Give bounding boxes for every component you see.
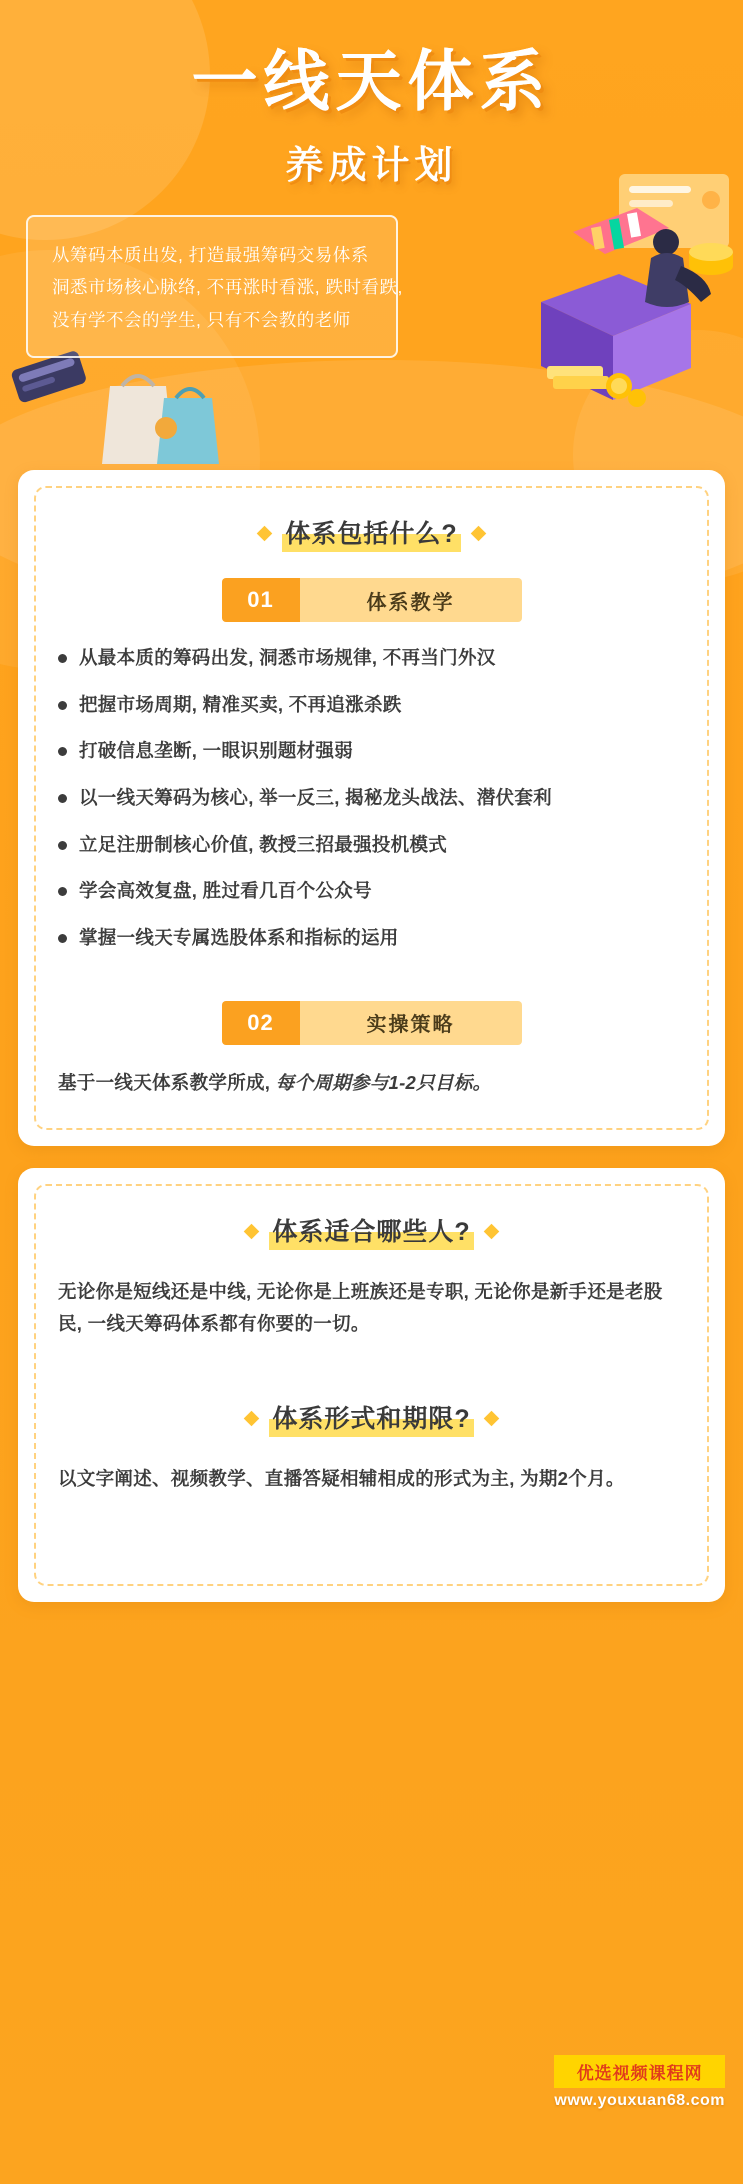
spacer bbox=[58, 1369, 685, 1399]
format-paragraph: 以文字阐述、视频教学、直播答疑相辅相成的形式为主, 为期2个月。 bbox=[58, 1468, 625, 1490]
section-heading-text: 体系适合哪些人? bbox=[269, 1212, 473, 1250]
section-heading-text: 体系形式和期限? bbox=[269, 1399, 473, 1437]
strategy-text-emphasis: 每个周期参与1-2只目标。 bbox=[275, 1071, 492, 1093]
lead-line-3: 没有学不会的学生, 只有不会教的老师 bbox=[52, 309, 351, 330]
audience-paragraph: 无论你是短线还是中线, 无论你是上班族还是专职, 无论你是新手还是老股民, 一线天筹码体系都有你要的一切。 bbox=[58, 1281, 663, 1334]
watermark-url: www.youxuan68.com bbox=[554, 2092, 725, 2109]
diamond-icon bbox=[244, 1410, 260, 1426]
list-item bbox=[58, 877, 685, 906]
block-label: 实操策略 bbox=[300, 1001, 522, 1045]
page-title: 一线天体系 bbox=[191, 44, 552, 118]
list-item-text: 把握市场周期, 精准买卖, 不再追涨杀跌 bbox=[79, 693, 402, 715]
bullet-dot-icon bbox=[58, 794, 67, 803]
list-item-text: 学会高效复盘, 胜过看几百个公众号 bbox=[79, 880, 372, 902]
block-header-01 bbox=[222, 578, 522, 622]
spacer bbox=[58, 1339, 685, 1369]
diamond-icon bbox=[470, 525, 486, 541]
list-item-text: 打破信息垄断, 一眼识别题材强弱 bbox=[79, 740, 354, 762]
finance-illustration bbox=[423, 170, 743, 430]
list-item bbox=[58, 924, 685, 953]
watermark-site-name: 优选视频课程网 bbox=[554, 2055, 725, 2088]
page-subtitle: 养成计划 bbox=[285, 144, 458, 187]
block-number: 02 bbox=[222, 1001, 300, 1045]
diamond-icon bbox=[483, 1223, 499, 1239]
card-audience-and-format bbox=[18, 1168, 725, 1602]
bullet-dot-icon bbox=[58, 934, 67, 943]
watermark bbox=[554, 2055, 725, 2110]
section-heading-format bbox=[58, 1399, 685, 1437]
diamond-icon bbox=[483, 1410, 499, 1426]
section-heading-system bbox=[58, 514, 685, 552]
spacer bbox=[58, 971, 685, 1001]
system-teaching-list bbox=[58, 644, 685, 953]
lead-line-2: 洞悉市场核心脉络, 不再涨时看涨, 跌时看跌, bbox=[52, 277, 403, 298]
poster-header bbox=[0, 0, 743, 470]
lead-description-box bbox=[26, 215, 403, 358]
shopping-bags-illustration bbox=[10, 350, 250, 470]
list-item-text: 掌握一线天专属选股体系和指标的运用 bbox=[79, 927, 399, 949]
strategy-text-plain: 基于一线天体系教学所成, bbox=[58, 1071, 276, 1093]
diamond-icon bbox=[244, 1223, 260, 1239]
spacer bbox=[58, 1494, 685, 1554]
list-item-text: 从最本质的筹码出发, 洞悉市场规律, 不再当门外汉 bbox=[79, 647, 496, 668]
block-header-02 bbox=[222, 1001, 522, 1045]
bullet-dot-icon bbox=[58, 841, 67, 850]
bullet-dot-icon bbox=[58, 654, 67, 663]
list-item-text: 以一线天筹码为核心, 举一反三, 揭秘龙头战法、潜伏套利 bbox=[79, 787, 552, 809]
list-item bbox=[58, 737, 685, 766]
list-item bbox=[58, 644, 685, 673]
bullet-dot-icon bbox=[58, 887, 67, 896]
list-item bbox=[58, 784, 685, 813]
list-item-text: 立足注册制核心价值, 教授三招最强投机模式 bbox=[79, 833, 448, 855]
section-heading-audience bbox=[58, 1212, 685, 1250]
strategy-paragraph bbox=[58, 1067, 685, 1098]
card-inner bbox=[34, 1184, 709, 1586]
list-item bbox=[58, 831, 685, 860]
bullet-dot-icon bbox=[58, 747, 67, 756]
card-system-contents bbox=[18, 470, 725, 1146]
block-label: 体系教学 bbox=[300, 578, 522, 622]
bullet-dot-icon bbox=[58, 701, 67, 710]
block-number: 01 bbox=[222, 578, 300, 622]
card-inner bbox=[34, 486, 709, 1130]
lead-line-1: 从筹码本质出发, 打造最强筹码交易体系 bbox=[52, 244, 369, 265]
diamond-icon bbox=[257, 525, 273, 541]
list-item bbox=[58, 691, 685, 720]
section-heading-text: 体系包括什么? bbox=[282, 514, 460, 552]
